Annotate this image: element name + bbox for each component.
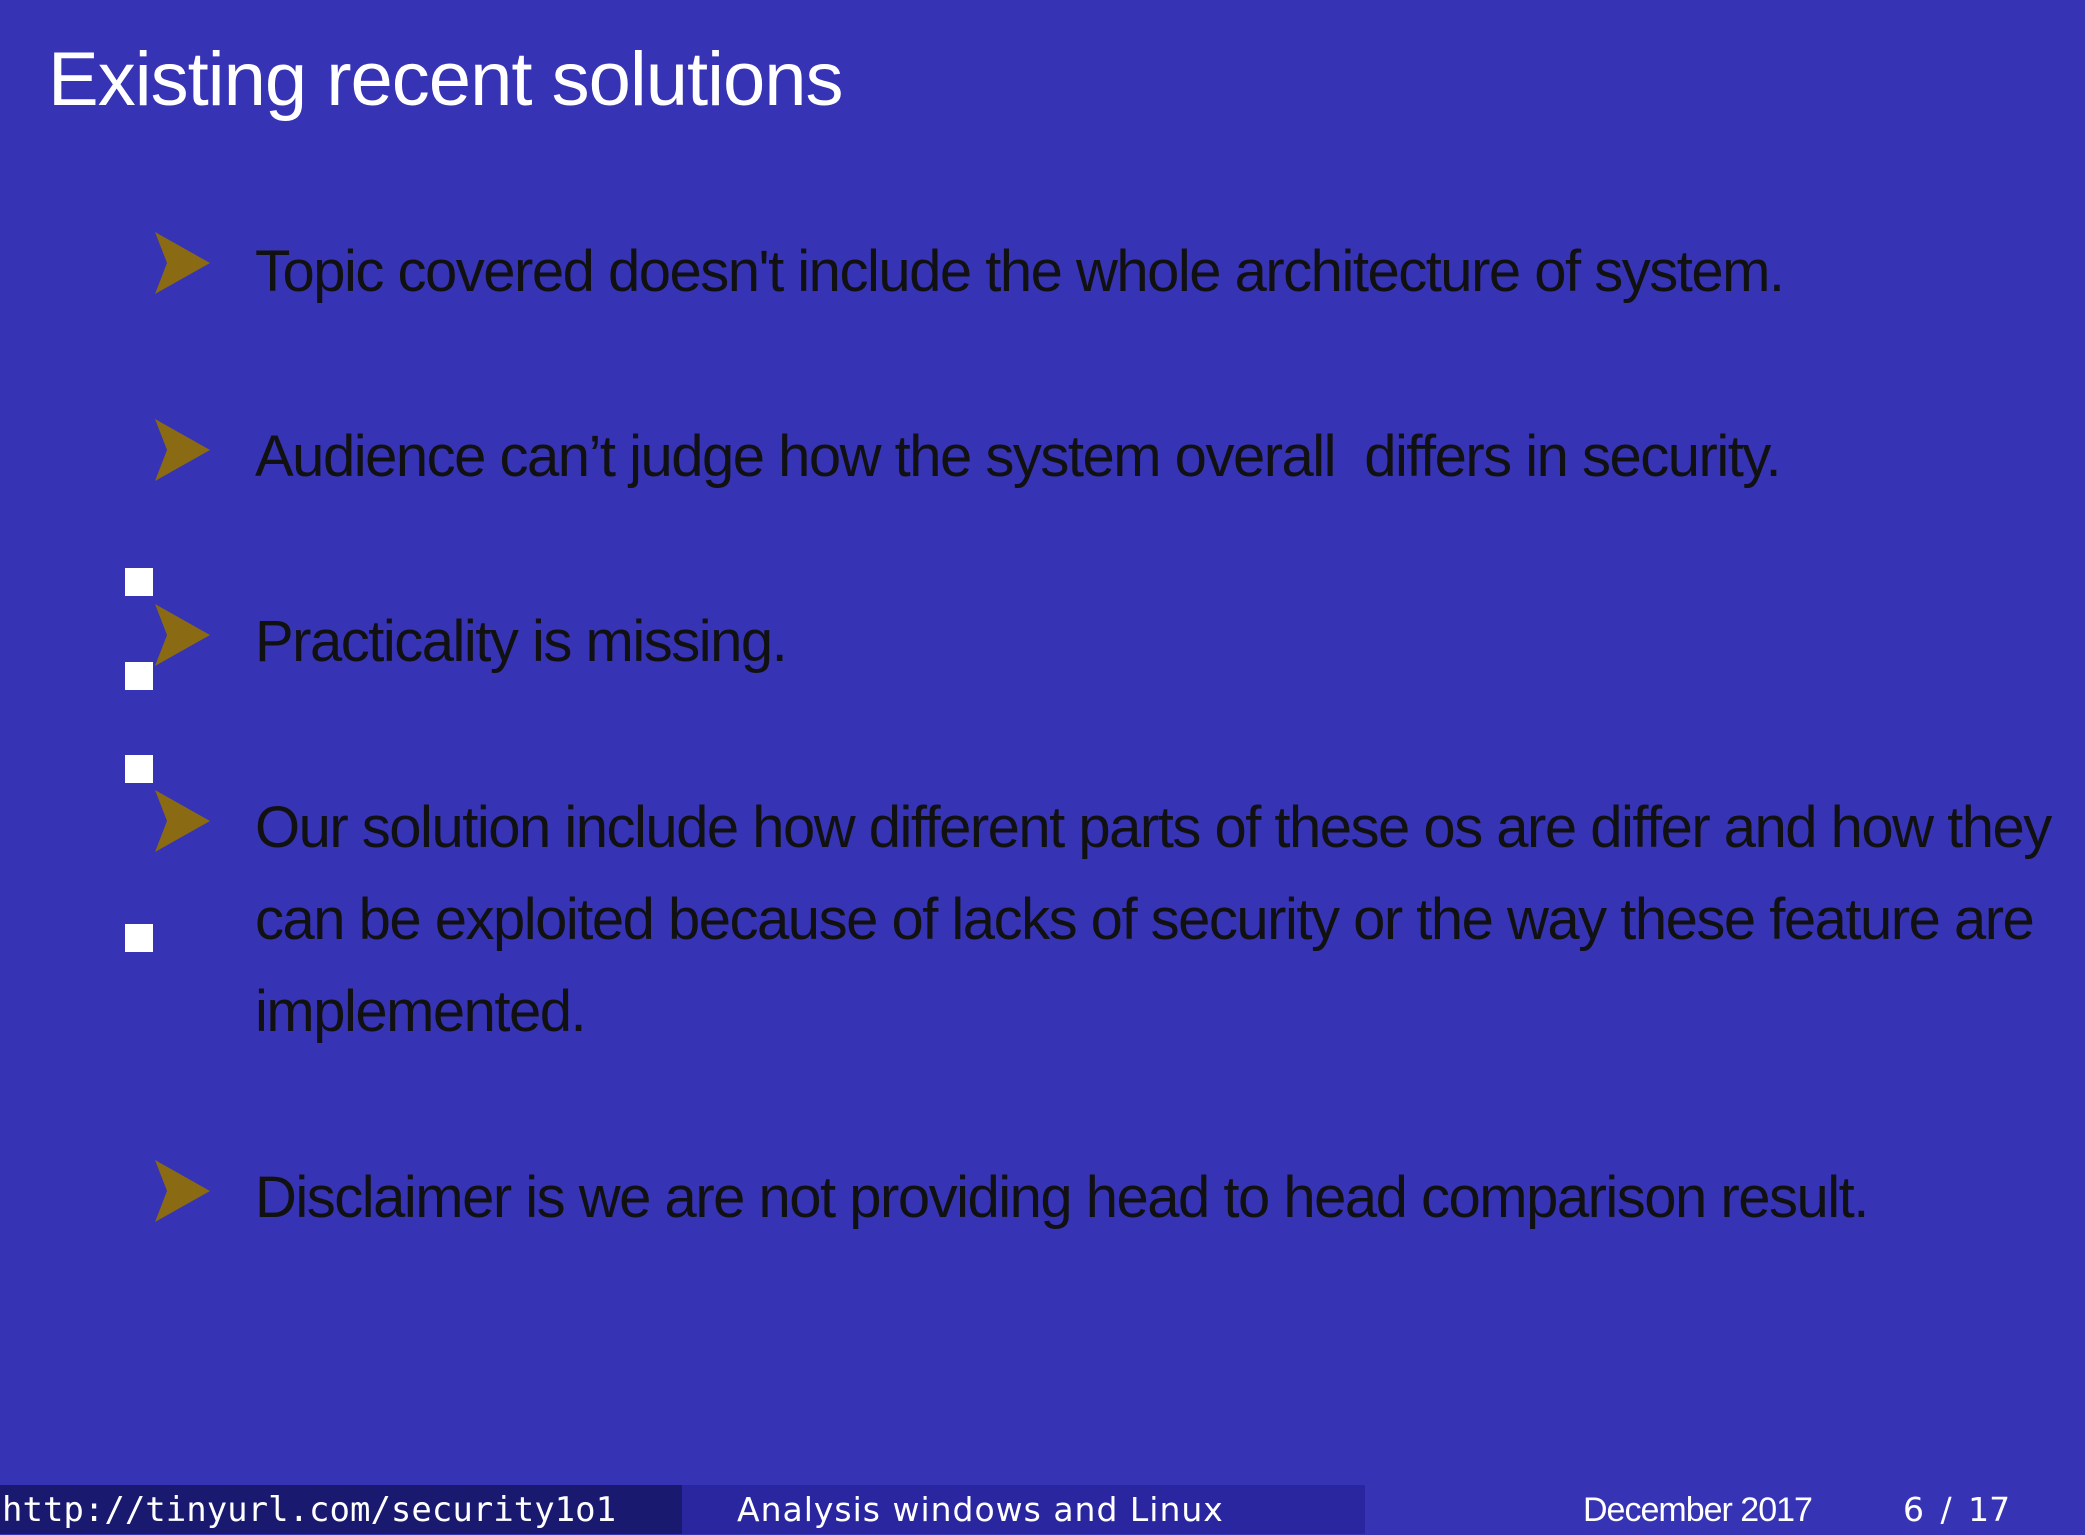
bullet-text: Topic covered doesn't include the whole architecture of system. bbox=[255, 239, 1784, 304]
white-square-icon bbox=[125, 662, 153, 690]
bullet-text: Disclaimer is we are not providing head to head comparison result. bbox=[255, 1165, 1868, 1230]
bullet-text: Our solution include how different parts of these os are differ and how they can be exploited because of lacks of security or the way these feature are implemented. bbox=[255, 795, 2066, 1044]
chevron-right-icon bbox=[155, 790, 210, 852]
white-square-icon bbox=[125, 755, 153, 783]
white-square-icon bbox=[125, 568, 153, 596]
chevron-right-icon bbox=[155, 604, 210, 666]
footer-url[interactable]: http://tinyurl.com/security1o1 bbox=[0, 1485, 682, 1534]
slide-title: Existing recent solutions bbox=[48, 37, 843, 122]
white-square-icon bbox=[125, 924, 153, 952]
chevron-right-icon bbox=[155, 232, 210, 294]
footer-bar bbox=[0, 1485, 2048, 1534]
footer-presentation-title: Analysis windows and Linux bbox=[682, 1485, 1365, 1534]
footer-page-number: 6 / 17 bbox=[1903, 1490, 2011, 1529]
bullet-text: Practicality is missing. bbox=[255, 609, 787, 674]
chevron-right-icon bbox=[155, 419, 210, 481]
bullet-text: Audience can’t judge how the system overall differs in security. bbox=[255, 424, 1781, 489]
footer-date: December 2017 bbox=[1583, 1491, 1812, 1529]
footer-right bbox=[1365, 1485, 2048, 1534]
chevron-right-icon bbox=[155, 1160, 210, 1222]
